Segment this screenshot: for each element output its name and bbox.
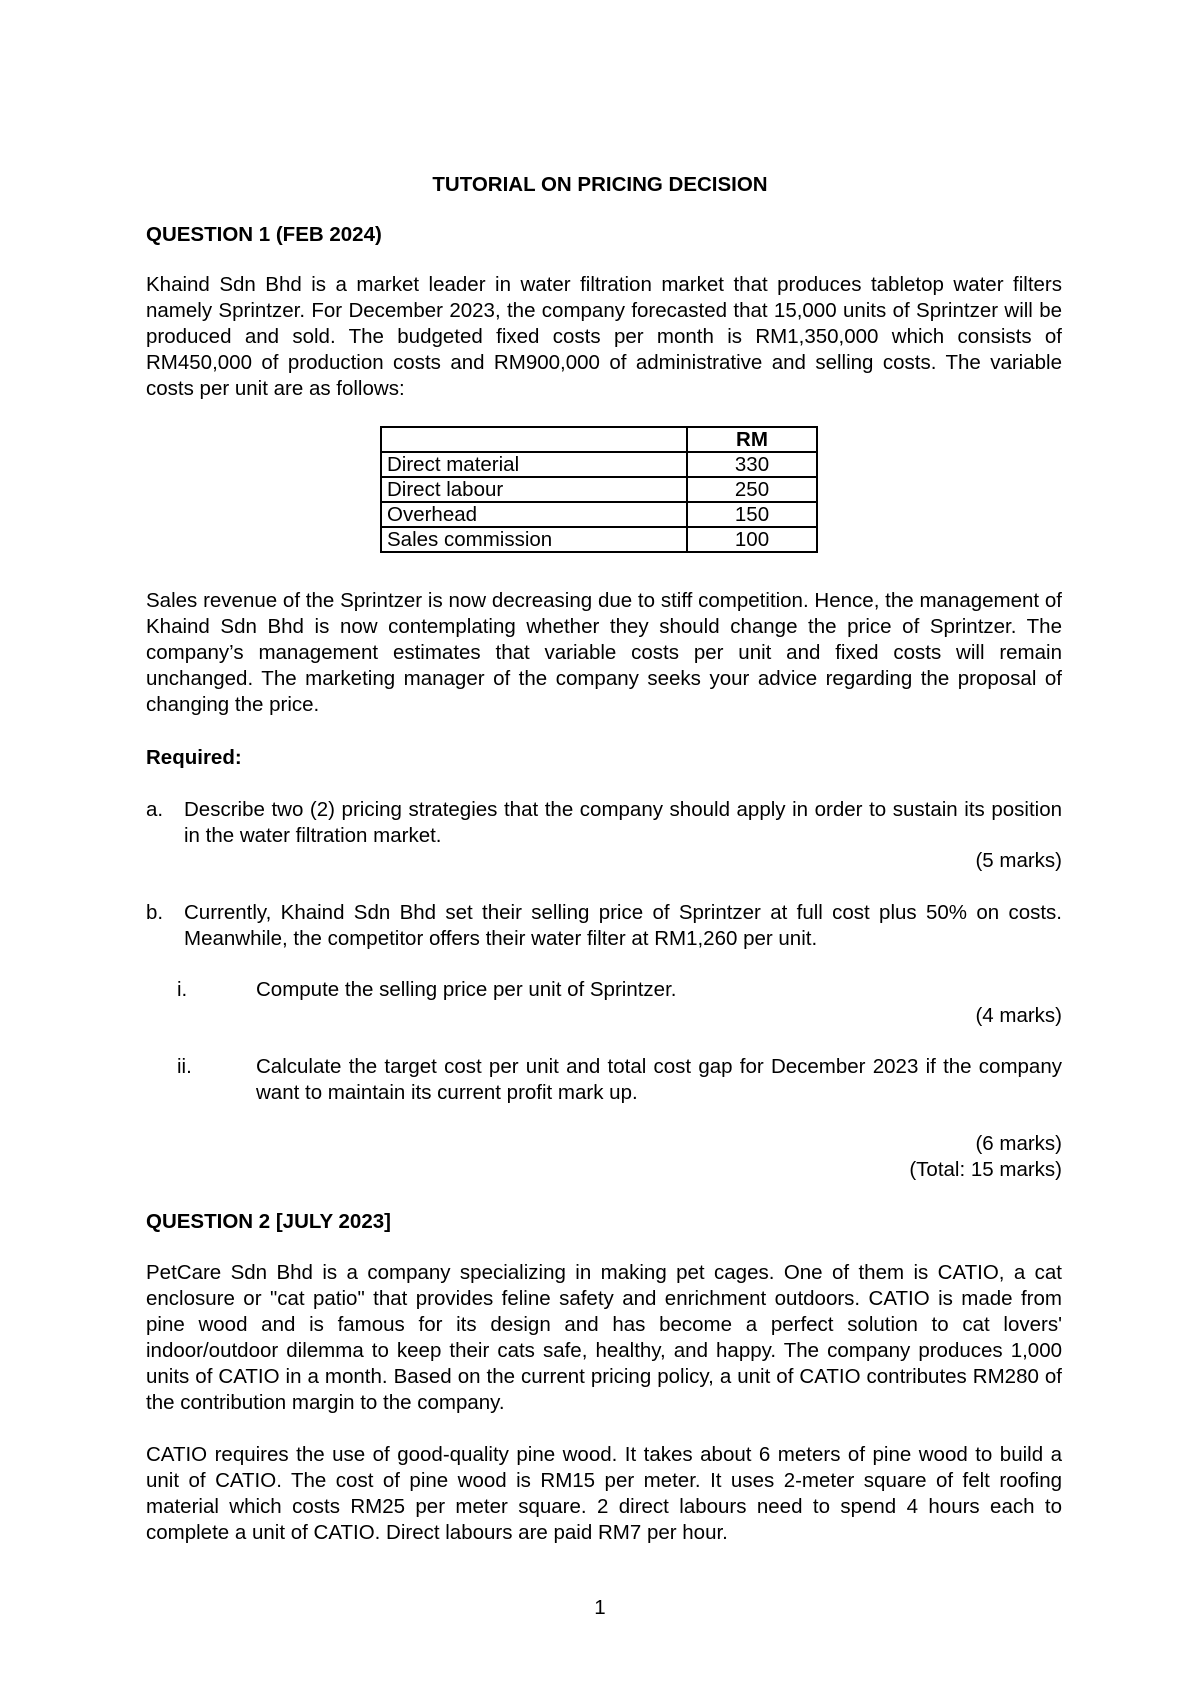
- q1-heading: QUESTION 1 (FEB 2024): [146, 223, 382, 246]
- table-row: [381, 527, 817, 552]
- table-cell-label: Direct material: [381, 452, 687, 477]
- part-a-marks: (5 marks): [975, 849, 1062, 872]
- table-row: [381, 477, 817, 502]
- part-b-i-marks: (4 marks): [975, 1004, 1062, 1027]
- part-b-label: b.: [146, 901, 164, 924]
- q2-first-paragraph: PetCare Sdn Bhd is a company specializing in making pet cages. One of them is CATIO, a cat enclosure or "cat patio" that provides feline safety and enrichment outdoors. CATIO is made from pine wood and is famous for its design and has become a perfect solution to cat lovers' indoor/outdoor dilemma to keep their cats safe, healthy, and happy. The company produces 1,000 units of CATIO in a month. Based on the current pricing policy, a unit of CATIO contributes RM280 of the contribution margin to the company.: [146, 1261, 1062, 1414]
- part-b-ii-label: ii.: [177, 1055, 192, 1078]
- q1-total-marks: (Total: 15 marks): [909, 1158, 1062, 1181]
- part-b-i-label: i.: [177, 978, 188, 1001]
- table-cell-label: Sales commission: [381, 527, 687, 552]
- table-header-rm: RM: [687, 427, 817, 452]
- table-cell-value: 100: [687, 527, 817, 552]
- q2-heading: QUESTION 2 [JULY 2023]: [146, 1210, 391, 1233]
- table-header-empty-cell: [381, 427, 687, 452]
- table-row: [381, 452, 817, 477]
- q1-intro-paragraph: Khaind Sdn Bhd is a market leader in water filtration market that produces tabletop water filters namely Sprintzer. For December 2023, the company forecasted that 15,000 units of Sprintzer will be produced and sold. The budgeted fixed costs per month is RM1,350,000 which consists of RM450,000 of production costs and RM900,000 of administrative and selling costs. The variable costs per unit are as follows:: [146, 273, 1062, 400]
- table-cell-value: 330: [687, 452, 817, 477]
- variable-costs-table: [380, 426, 818, 553]
- part-b-i-text: Compute the selling price per unit of Sprintzer.: [256, 978, 677, 1001]
- part-a-label: a.: [146, 798, 164, 821]
- table-cell-value: 250: [687, 477, 817, 502]
- table-header-row: [381, 427, 817, 452]
- table-cell-label: Overhead: [381, 502, 687, 527]
- q2-second-paragraph: CATIO requires the use of good-quality pine wood. It takes about 6 meters of pine wood to build a unit of CATIO. The cost of pine wood is RM15 per meter. It uses 2-meter square of felt roofing material which costs RM25 per meter square. 2 direct labours need to spend 4 hours each to complete a unit of CATIO. Direct labours are paid RM7 per hour.: [146, 1443, 1062, 1544]
- table-row: [381, 502, 817, 527]
- part-b-ii-marks: (6 marks): [975, 1132, 1062, 1155]
- table-cell-value: 150: [687, 502, 817, 527]
- part-b-ii-text: Calculate the target cost per unit and total cost gap for December 2023 if the company want to maintain its current profit mark up.: [256, 1055, 1062, 1104]
- q1-second-paragraph: Sales revenue of the Sprintzer is now decreasing due to stiff competition. Hence, the management of Khaind Sdn Bhd is now contemplating whether they should change the price of Sprintzer. The company’s management estimates that variable costs per unit and fixed costs will remain unchanged. The marketing manager of the company seeks your advice regarding the proposal of changing the price.: [146, 589, 1062, 716]
- required-label: Required:: [146, 746, 242, 769]
- table-cell-label: Direct labour: [381, 477, 687, 502]
- page-number: 1: [594, 1596, 606, 1619]
- part-a-text: Describe two (2) pricing strategies that the company should apply in order to sustain its position in the water filtration market.: [184, 798, 1062, 847]
- part-b-text: Currently, Khaind Sdn Bhd set their selling price of Sprintzer at full cost plus 50% on costs. Meanwhile, the competitor offers their water filter at RM1,260 per unit.: [184, 901, 1062, 950]
- document-title: TUTORIAL ON PRICING DECISION: [432, 173, 768, 196]
